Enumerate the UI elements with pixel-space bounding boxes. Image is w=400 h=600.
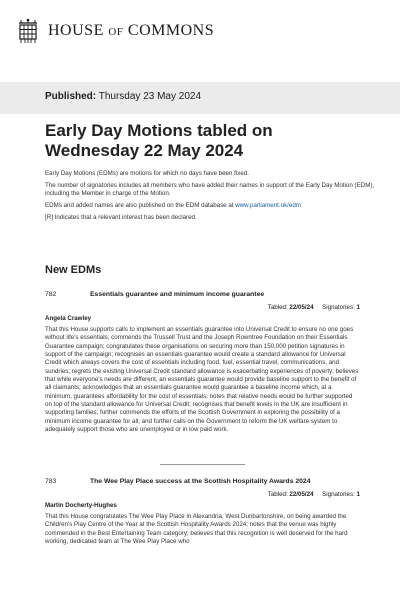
published-banner <box>0 82 400 114</box>
intro-notes <box>45 170 375 226</box>
house-of-commons-header <box>16 18 214 44</box>
page-title: Early Day Motions tabled on Wednesday 22 May 2024 <box>45 121 273 160</box>
signatories-label: Signatories: <box>322 491 355 498</box>
signatories-count: 1 <box>356 304 360 311</box>
intro-paragraph-1: Early Day Motions (EDMs) are motions for which no days have been fixed. <box>45 170 249 177</box>
tabled-date: 22/05/24 <box>289 491 314 498</box>
intro-paragraph-2: The number of signatories includes all members who have added their names in support of the Early Day Motion (EDM), including the Member in charge of the Motion. <box>45 181 375 198</box>
edm-title: The Wee Play Place success at the Scottish Hospitality Awards 2024 <box>90 478 311 485</box>
edm-sponsor: Angela Crawley <box>45 315 92 322</box>
edm-number: 783 <box>45 478 57 485</box>
edm-title: Essentials guarantee and minimum income guarantee <box>90 291 265 298</box>
edm-entry <box>45 478 360 546</box>
edm-database-link[interactable]: www.parliament.uk/edm <box>235 202 301 210</box>
edm-meta <box>268 491 360 498</box>
wordmark-house: HOUSE <box>48 22 104 39</box>
wordmark-commons: COMMONS <box>127 22 215 39</box>
portcullis-icon <box>16 18 40 44</box>
tabled-date: 22/05/24 <box>289 304 314 311</box>
section-title-new-edms: New EDMs <box>45 264 102 276</box>
edm-sponsor: Martin Docherty-Hughes <box>45 502 117 509</box>
published-label: Published: <box>45 91 97 102</box>
tabled-label: Tabled: <box>267 304 288 311</box>
wordmark-of: OF <box>108 26 124 38</box>
house-of-commons-wordmark <box>48 22 214 40</box>
edm-number: 782 <box>45 291 57 298</box>
intro-paragraph-3-text: EDMs and added names are also published on the EDM database at <box>45 202 234 210</box>
tabled-label: Tabled: <box>267 491 288 498</box>
intro-paragraph-4: [R] Indicates that a relevant interest has been declared. <box>45 214 197 222</box>
signatories-label: Signatories: <box>322 304 355 311</box>
edm-motion-text: That this House congratulates The Wee Play Place in Alexandria, West Dunbartonshire, on being awarded the Children's Play Centre of the Year at the Scottish Hospitality Awards 2024; notes that the venue was highly commended in the Best Entertaining Team category; believes that this recognition is well deserved for the hard working, dedicated team at The Wee Play Place who <box>45 513 348 546</box>
intro-paragraph-3 <box>45 202 375 210</box>
edm-entry <box>45 291 360 434</box>
published-date: Thursday 23 May 2024 <box>98 91 202 102</box>
entry-divider <box>160 464 245 465</box>
signatories-count: 1 <box>356 491 360 498</box>
edm-motion-text: That this House supports calls to implement an essentials guarantee into Universal Credit to ensure no one goes without life's essentials; commends the Trussell Trust and the Joseph Rowntree Foundation on their Essentials Guarantee campaign; congratulates these organisations on securing more than 150,000 petition signatures in support of the campaign; recognises an essentials guarantee would create a standard allowance for Universal Credit which always covers the cost of essentials including food, fuel, essential travel, communications, and sundries; regrets the existing Universal Credit standard allowance is exacerbating experiences of poverty; believes that while everyone's needs are different, an essentials guarantee would provide baseline support to the benefit of all claimants; acknowledges that an essentials guarantee would guarantee a baseline income which, at a minimum, guarantees affordability for the cost of essentials; notes that relative needs would be further supported on top of the standard allowance for Universal Credit; recognises that benefit levels in the UK are insufficient in supporting families; further commends the efforts of the Scottish Government in exploring the possibility of a minimum income guarantee for all; and further calls on the Government to reform the UK welfare system to adequately support those who are unemployed or in low paid work. <box>45 326 359 434</box>
edm-meta <box>268 304 360 311</box>
